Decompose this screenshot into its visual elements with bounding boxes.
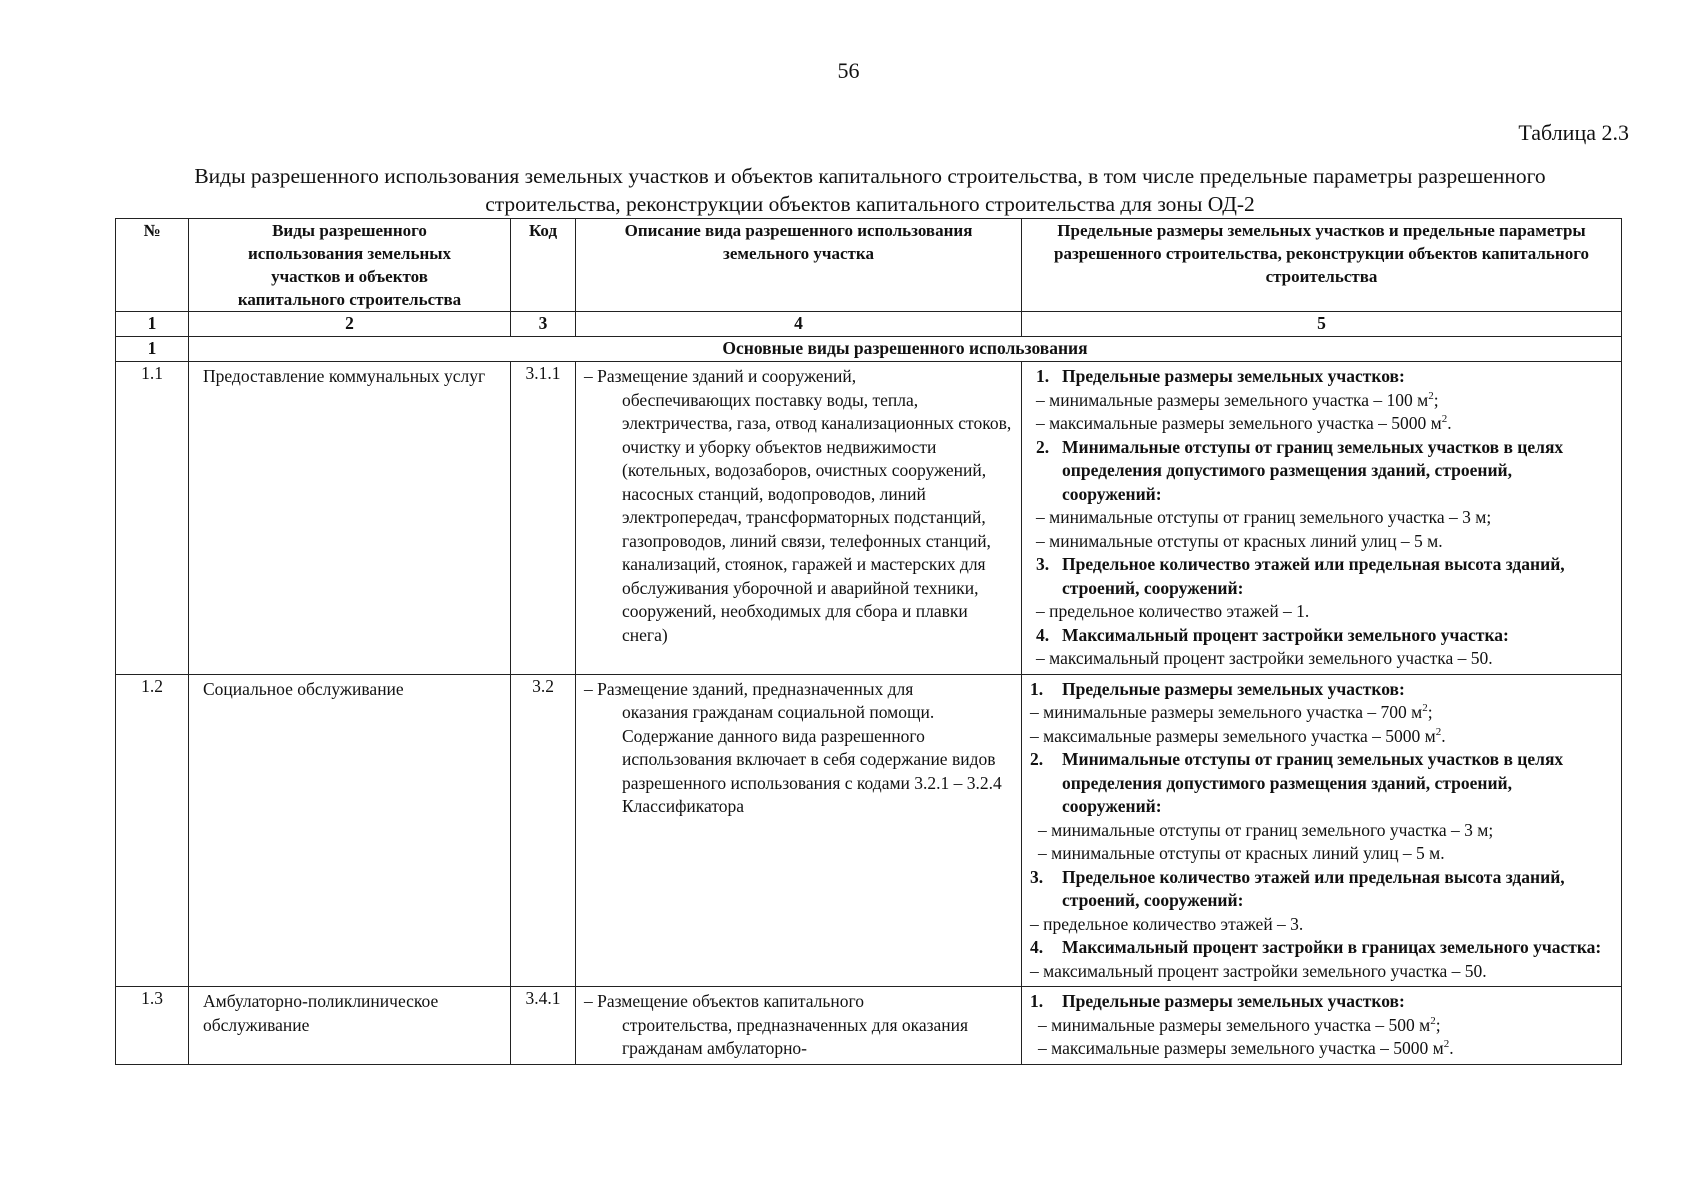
header-params: Предельные размеры земельных участков и предельные параметры разрешенного строительства, реконструкции объектов капитального строительства: [1022, 219, 1622, 312]
param-item: – минимальные отступы от границ земельного участка – 3 м;: [1036, 507, 1492, 527]
row-name: [189, 674, 511, 987]
row-params: [1022, 362, 1622, 675]
column-number: 4: [576, 312, 1022, 337]
row-code: 3.1.1: [511, 362, 576, 675]
param-heading: 3. Предельное количество этажей или предельная высота зданий, строений, сооружений:: [1036, 554, 1565, 598]
description-continuation: оказания гражданам социальной помощи. Содержание данного вида разрешенного использования включает в себя содержание видов разрешенного использования с кодами 3.2.1 – 3.2.4 Классификатора: [622, 702, 1002, 816]
row-num: 1.2: [116, 674, 189, 987]
param-heading: 4. Максимальный процент застройки в границах земельного участка:: [1030, 937, 1602, 957]
table-row: [116, 362, 1622, 675]
param-item: – минимальные размеры земельного участка – 500 $м^2$;: [1038, 1014, 1441, 1035]
row-code: 3.2: [511, 674, 576, 987]
table-row: [116, 987, 1622, 1065]
param-item: – максимальные размеры земельного участка – 5000 $м^2$.: [1038, 1038, 1454, 1058]
param-item: – предельное количество этажей – 3.: [1030, 913, 1304, 934]
param-item: – минимальные отступы от красных линий улиц – 5 м.: [1038, 843, 1445, 863]
param-item: – предельное количество этажей – 1.: [1036, 601, 1310, 621]
column-number: 3: [511, 312, 576, 337]
row-description: [576, 987, 1022, 1065]
row-params: [1022, 987, 1622, 1065]
param-item: – максимальные размеры земельного участка – 5000 $м^2$.: [1036, 413, 1452, 433]
param-item: – минимальные размеры земельного участка – 700 $м^2$;: [1030, 702, 1433, 722]
param-heading: 1. Предельные размеры земельных участков:: [1030, 678, 1405, 699]
description-continuation: обеспечивающих поставку воды, тепла, электричества, газа, отвод канализационных стоков, очистку и уборку объектов недвижимости (котельных, водозаборов, очистных сооружений, насосных станций, водопроводов, линий электропередач, трансформаторных подстанций, газопроводов, линий связи, телефонных станций, канализаций, стоянок, гаражей и мастерских для обслуживания уборочной и аварийной техники, сооружений, необходимых для сбора и плавки снега): [622, 389, 1012, 645]
header-num: №: [116, 219, 189, 312]
header-row: [116, 219, 1622, 312]
description-first-line: – Размещение зданий, предназначенных для: [584, 678, 914, 699]
param-heading: 1. Предельные размеры земельных участков:: [1030, 991, 1405, 1011]
row-num: 1.3: [116, 987, 189, 1065]
row-num: 1.1: [116, 362, 189, 675]
param-item: – минимальные отступы от красных линий улиц – 5 м.: [1036, 530, 1443, 551]
row-name: [189, 362, 511, 675]
param-item: – минимальные отступы от границ земельного участка – 3 м;: [1038, 819, 1494, 840]
description-first-line: – Размещение объектов капитального: [584, 991, 864, 1011]
row-name-text: Амбулаторно-поликлиническое обслуживание: [203, 991, 439, 1035]
param-heading: 2. Минимальные отступы от границ земельных участков в целях определения допустимого размещения зданий, строений, сооружений:: [1036, 436, 1564, 504]
param-heading: 3. Предельное количество этажей или предельная высота зданий, строений, сооружений:: [1030, 866, 1565, 910]
param-heading: 4. Максимальный процент застройки земельного участка:: [1036, 624, 1509, 645]
zoning-table: [115, 218, 1622, 1065]
section-row: [116, 337, 1622, 362]
section-num: 1: [116, 337, 189, 362]
param-item: – максимальный процент застройки земельного участка – 50.: [1036, 648, 1493, 668]
row-name: [189, 987, 511, 1065]
header-code: Код: [511, 219, 576, 312]
description-continuation: строительства, предназначенных для оказания гражданам амбулаторно-: [622, 1014, 969, 1058]
table-label: Таблица 2.3: [1518, 120, 1629, 145]
column-number-row: [116, 312, 1622, 337]
column-number: 1: [116, 312, 189, 337]
column-number: 2: [189, 312, 511, 337]
param-item: – максимальные размеры земельного участка – 5000 $м^2$.: [1030, 725, 1446, 746]
header-description: Описание вида разрешенного использования земельного участка: [576, 219, 1022, 312]
row-name-text: Предоставление коммунальных услуг: [203, 366, 486, 386]
table-row: [116, 674, 1622, 987]
table-title: Виды разрешенного использования земельных участков и объектов капитального строительства, в том числе предельные параметры разрешенного строительства, реконструкции объектов капитального строительства для зоны ОД-2: [194, 164, 1546, 216]
param-heading: 2. Минимальные отступы от границ земельных участков в целях определения допустимого размещения зданий, строений, сооружений:: [1030, 749, 1564, 816]
section-title: Основные виды разрешенного использования: [189, 337, 1622, 362]
param-item: – максимальный процент застройки земельного участка – 50.: [1030, 960, 1487, 981]
row-description: [576, 362, 1022, 675]
param-item: – минимальные размеры земельного участка – 100 $м^2$;: [1036, 389, 1439, 410]
page-number: 56: [837, 58, 860, 83]
description-first-line: – Размещение зданий и сооружений,: [584, 366, 857, 386]
header-name: Виды разрешенного использования земельных участков и объектов капитального строительства: [189, 219, 511, 312]
row-description: [576, 674, 1022, 987]
param-heading: 1. Предельные размеры земельных участков:: [1036, 366, 1405, 386]
row-params: [1022, 674, 1622, 987]
row-code: 3.4.1: [511, 987, 576, 1065]
row-name-text: Социальное обслуживание: [203, 678, 404, 699]
column-number: 5: [1022, 312, 1622, 337]
